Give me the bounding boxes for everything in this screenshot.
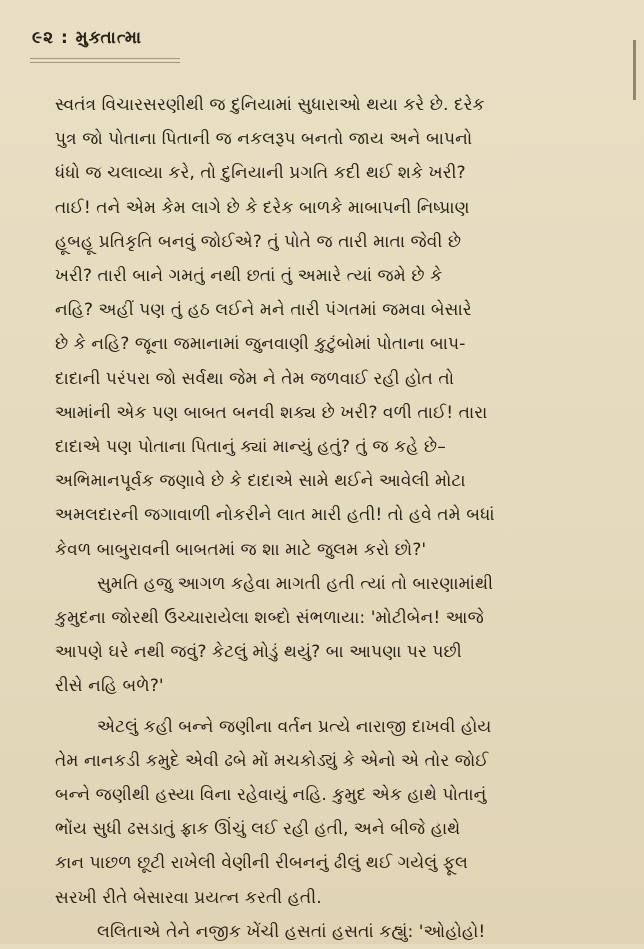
header-underline: [30, 58, 180, 63]
text-line: સ્વતંત્ર વિચારસરણીથી જ દુનિયામાં સુધારાઓ થયા કરે છે. દરેક: [55, 95, 485, 115]
text-line: રીસે નહિ બળે?': [55, 676, 164, 697]
paragraph-3: [55, 710, 617, 915]
text-line: દાદાની પરંપરા જો સર્વથા જેમ ને તેમ જળવાઈ રહી હોત તો: [55, 368, 455, 389]
text-line: એટલું કહી બન્ને જણીના વર્તન પ્રત્યે નારાજી દાખવી હોય: [97, 716, 492, 737]
text-line: આપણે ઘરે નથી જવું? કેટલું મોડું થયું? બા આપણા પર પછી: [55, 642, 462, 663]
text-line: કુમુદના જોરથી ઉચ્ચારાયેલા શબ્દો સંભળાયા: 'મોટીબેન! આજે: [55, 608, 484, 629]
text-line: અભિમાનપૂર્વક જણાવે છે કે દાદાએ સામે થઈને આવેલી મોટા: [55, 471, 466, 492]
text-line: સરખી રીતે બેસારવા પ્રયત્ન કરતી હતી.: [55, 887, 322, 908]
page-edge-mark: [633, 40, 636, 100]
paragraph-2: [55, 567, 617, 704]
page-header: ૯૨ : મુક્તાત્મા: [32, 28, 143, 48]
text-line: છે કે નહિ? જૂના જમાનામાં જુનવાણી કુટુંબોમાં પોતાના બાપ-: [55, 334, 466, 355]
text-line: ભોંય સુધી ઢસડાતું ફ્રાક ઊંચું લઈ રહી હતી, અને બીજે હાથે: [55, 819, 461, 840]
text-line: ખરી? તારી બાને ગમતું નથી છતાં તું અમારે ત્યાં જમે છે કે: [55, 266, 443, 287]
text-line: બન્ને જણીથી હસ્યા વિના રહેવાયું નહિ. કુમુદ એક હાથે પોતાનું: [55, 785, 487, 806]
text-line: લલિતાએ તેને નજીક ખેંચી હસતાં હસતાં કહ્યું: 'ઓહોહો!: [97, 921, 486, 942]
text-line: સુમતિ હજુ આગળ કહેવા માગતી હતી ત્યાં તો બારણામાંથી: [97, 573, 494, 594]
text-line: કેવળ બાબુરાવની બાબતમાં જ શા માટે જુલમ કરો છો?': [55, 539, 427, 560]
paragraph-1: [55, 88, 617, 567]
body-text: [55, 88, 617, 949]
text-line: હૂબહૂ પ્રતિકૃતિ બનવું જોઈએ? તું પોતે જ તારી માતા જેવી છે: [55, 231, 462, 252]
text-line: આમાંની એક પણ બાબત બનવી શક્ય છે ખરી? વળી તાઈ! તારા: [55, 402, 488, 423]
text-line: તેમ નાનકડી કમુદે એવી ઢબે મોં મચકોડ્યું કે એનો એ તોર જોઈ: [55, 750, 489, 771]
text-line: તાઈ! તને એમ કેમ લાગે છે કે દરેક બાળકે માબાપની નિષ્પ્રાણ: [55, 197, 470, 218]
text-line: ધંધો જ ચલાવ્યા કરે, તો દુનિયાની પ્રગતિ કદી થઈ શકે ખરી?: [55, 163, 466, 184]
text-line: પુત્ર જો પોતાના પિતાની જ નકલરૂપ બનતો જાય અને બાપનો: [55, 129, 473, 150]
text-line: દાદાએ પણ પોતાના પિતાનું ક્યાં માન્યું હતું? તું જ કહે છે–: [55, 437, 446, 458]
text-line: અમલદારની જગાવાળી નોકરીને લાત મારી હતી! તો હવે તમે બધાં: [55, 505, 495, 526]
text-line: કાન પાછળ છૂટી રાખેલી વેણીની રીબનનું ઢીલું થઈ ગયેલું ફૂલ: [55, 853, 469, 874]
text-line: નહિ? અહીં પણ તું હઠ લઈને મને તારી પંગતમાં જમવા બેસારે: [55, 300, 472, 321]
